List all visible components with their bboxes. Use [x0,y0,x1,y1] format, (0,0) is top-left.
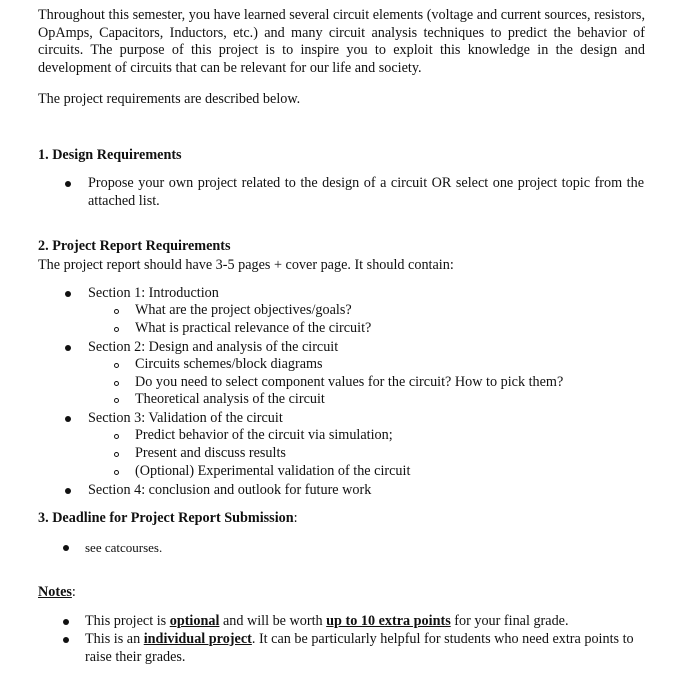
note-1-optional: optional [169,613,220,629]
sub-bullet-icon [114,470,119,475]
design-heading: 1. Design Requirements [38,147,182,163]
section-1-item-1: What are the project objectives/goals? [135,302,352,318]
note-1-mid: and will be worth [219,613,327,629]
sub-bullet-icon [114,381,119,386]
sub-bullet-icon [114,398,119,403]
note-2-individual: individual project [143,631,252,647]
intro-paragraph: Throughout this semester, you have learned several circuit elements (voltage and current sources, resistors, OpAmps, Capacitors, Inductors, etc.) and many circuit analysis techniques to predict the behavior of circuits. The purpose of this project is to inspire you to exploit this knowledge in the design and development of circuits that can be relevant for our life and society. [38,7,645,76]
sub-bullet-icon [114,309,119,314]
deadline-heading-line [38,510,298,528]
bullet-icon [63,545,69,551]
note-1-post: for your final grade. [450,613,569,629]
section-1-item-2: What is practical relevance of the circuit? [135,320,372,336]
bullet-icon [63,637,69,643]
section-2-title: Section 2: Design and analysis of the circuit [88,339,339,355]
notes-heading-line [38,584,76,602]
note-1-points: up to 10 extra points [326,613,451,629]
note-2 [85,631,641,666]
section-2-item-2: Do you need to select component values for the circuit? How to pick them? [135,374,564,390]
section-3-item-1: Predict behavior of the circuit via simulation; [135,427,393,443]
note-1 [85,613,569,631]
notes-colon: : [71,584,76,600]
bullet-icon [65,416,71,422]
note-2-pre: This is an [85,631,144,647]
sub-bullet-icon [114,327,119,332]
bullet-icon [65,488,71,494]
section-1-title: Section 1: Introduction [88,285,219,301]
design-bullet-text: Propose your own project related to the design of a circuit OR select one project topic from the attached list. [88,175,644,209]
report-heading: 2. Project Report Requirements [38,238,231,254]
deadline-colon: : [293,510,298,526]
notes-heading: Notes [38,584,72,600]
note-2-post: . It can be particularly helpful for students who need extra points to raise their grades. [85,631,634,665]
section-2-item-1: Circuits schemes/block diagrams [135,356,323,372]
sub-bullet-icon [114,434,119,439]
section-4-title: Section 4: conclusion and outlook for future work [88,482,372,498]
deadline-bullet-text: see catcourses. [85,540,163,555]
section-2-item-3: Theoretical analysis of the circuit [135,391,325,407]
bullet-icon [65,345,71,351]
section-3-title: Section 3: Validation of the circuit [88,410,283,426]
report-intro: The project report should have 3-5 pages + cover page. It should contain: [38,257,454,273]
note-1-pre: This project is [85,613,170,629]
requirements-intro: The project requirements are described below. [38,91,301,107]
sub-bullet-icon [114,363,119,368]
bullet-icon [65,291,71,297]
deadline-heading: 3. Deadline for Project Report Submission [38,510,294,526]
section-3-item-2: Present and discuss results [135,445,286,461]
bullet-icon [65,181,71,187]
section-3-item-3: (Optional) Experimental validation of the circuit [135,463,411,479]
sub-bullet-icon [114,452,119,457]
bullet-icon [63,619,69,625]
